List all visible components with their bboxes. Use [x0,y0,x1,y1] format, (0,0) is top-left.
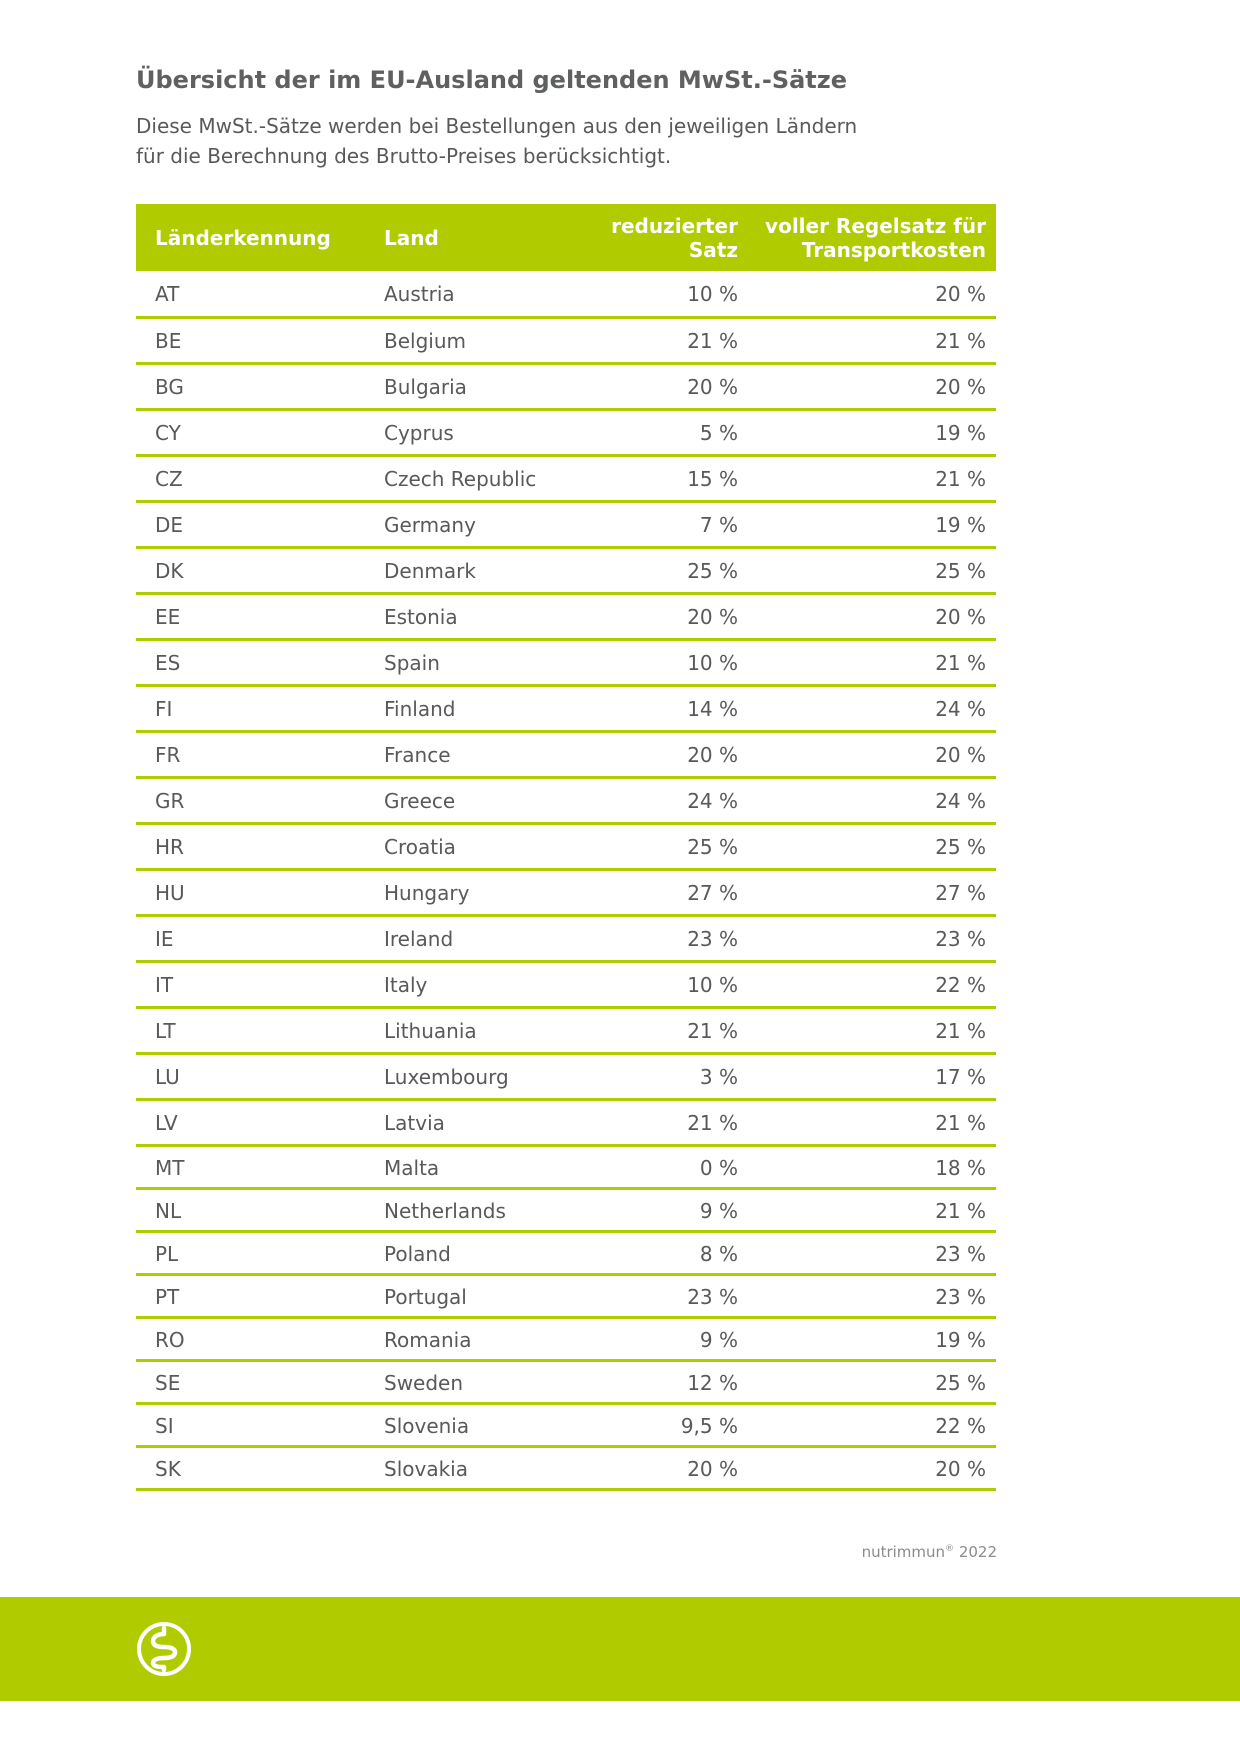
cell-reduced-rate: 10 % [574,271,748,317]
column-header-code: Länderkennung [136,204,365,271]
table-row [136,1403,996,1446]
cell-country-name: Hungary [365,869,574,915]
cell-country-code: NL [136,1188,365,1231]
cell-country-code: BG [136,363,365,409]
vat-rates-table [136,204,996,1491]
cell-standard-rate: 23 % [748,1274,996,1317]
cell-reduced-rate: 21 % [574,1099,748,1145]
cell-standard-rate: 24 % [748,685,996,731]
cell-reduced-rate: 24 % [574,777,748,823]
table-row [136,547,996,593]
table-row [136,317,996,363]
cell-country-code: PL [136,1231,365,1274]
cell-standard-rate: 19 % [748,409,996,455]
cell-country-code: ES [136,639,365,685]
cell-country-name: Cyprus [365,409,574,455]
cell-reduced-rate: 21 % [574,1007,748,1053]
table-row [136,961,996,1007]
cell-country-name: Austria [365,271,574,317]
table-row [136,1099,996,1145]
table-row [136,409,996,455]
cell-country-code: IE [136,915,365,961]
table-row [136,363,996,409]
nutrimmun-gut-logo-icon [136,1621,192,1677]
cell-standard-rate: 27 % [748,869,996,915]
page-title: Übersicht der im EU-Ausland geltenden MwSt.-Sätze [136,66,848,94]
cell-standard-rate: 21 % [748,1099,996,1145]
cell-country-name: Lithuania [365,1007,574,1053]
cell-country-name: Poland [365,1231,574,1274]
cell-country-name: Bulgaria [365,363,574,409]
footer-band [0,1597,1240,1701]
cell-country-name: France [365,731,574,777]
cell-reduced-rate: 27 % [574,869,748,915]
cell-country-code: DE [136,501,365,547]
cell-country-code: LV [136,1099,365,1145]
cell-standard-rate: 18 % [748,1145,996,1188]
cell-country-code: PT [136,1274,365,1317]
cell-standard-rate: 20 % [748,363,996,409]
cell-country-code: CZ [136,455,365,501]
table-row [136,1231,996,1274]
cell-country-name: Romania [365,1317,574,1360]
cell-reduced-rate: 25 % [574,547,748,593]
cell-reduced-rate: 21 % [574,317,748,363]
cell-country-code: RO [136,1317,365,1360]
cell-country-code: HR [136,823,365,869]
cell-standard-rate: 20 % [748,593,996,639]
column-header-standard-rate [748,204,996,271]
subtitle-line-1: Diese MwSt.-Sätze werden bei Bestellungen aus den jeweiligen Ländern [136,114,858,138]
cell-country-name: Estonia [365,593,574,639]
cell-reduced-rate: 20 % [574,593,748,639]
cell-standard-rate: 19 % [748,501,996,547]
table-row [136,639,996,685]
cell-reduced-rate: 20 % [574,731,748,777]
cell-country-name: Finland [365,685,574,731]
cell-country-name: Slovenia [365,1403,574,1446]
table-row [136,823,996,869]
cell-standard-rate: 25 % [748,1360,996,1403]
cell-reduced-rate: 3 % [574,1053,748,1099]
cell-standard-rate: 25 % [748,823,996,869]
cell-country-name: Denmark [365,547,574,593]
cell-reduced-rate: 10 % [574,639,748,685]
table-row [136,1317,996,1360]
cell-reduced-rate: 12 % [574,1360,748,1403]
cell-country-code: SE [136,1360,365,1403]
cell-country-code: DK [136,547,365,593]
cell-standard-rate: 19 % [748,1317,996,1360]
cell-standard-rate: 17 % [748,1053,996,1099]
cell-standard-rate: 20 % [748,271,996,317]
cell-country-name: Czech Republic [365,455,574,501]
cell-reduced-rate: 14 % [574,685,748,731]
cell-country-name: Belgium [365,317,574,363]
table-row [136,1446,996,1489]
column-header-standard-rate-line-2: Transportkosten [801,237,986,262]
cell-country-name: Spain [365,639,574,685]
cell-standard-rate: 23 % [748,1231,996,1274]
registered-mark: ® [945,1544,955,1554]
cell-reduced-rate: 8 % [574,1231,748,1274]
cell-country-name: Greece [365,777,574,823]
cell-standard-rate: 21 % [748,1188,996,1231]
cell-reduced-rate: 5 % [574,409,748,455]
credit-brand: nutrimmun [861,1543,946,1561]
cell-reduced-rate: 7 % [574,501,748,547]
cell-standard-rate: 20 % [748,731,996,777]
cell-country-code: HU [136,869,365,915]
cell-country-name: Sweden [365,1360,574,1403]
cell-reduced-rate: 23 % [574,1274,748,1317]
cell-reduced-rate: 9 % [574,1317,748,1360]
cell-reduced-rate: 0 % [574,1145,748,1188]
cell-standard-rate: 22 % [748,1403,996,1446]
table-row [136,593,996,639]
cell-country-code: LT [136,1007,365,1053]
cell-country-code: LU [136,1053,365,1099]
cell-reduced-rate: 20 % [574,363,748,409]
cell-country-code: FR [136,731,365,777]
table-row [136,869,996,915]
cell-country-name: Ireland [365,915,574,961]
cell-country-code: EE [136,593,365,639]
cell-reduced-rate: 9,5 % [574,1403,748,1446]
cell-standard-rate: 21 % [748,639,996,685]
cell-country-name: Germany [365,501,574,547]
page-subtitle [136,111,857,171]
cell-country-code: FI [136,685,365,731]
cell-country-name: Slovakia [365,1446,574,1489]
table-row [136,1188,996,1231]
cell-standard-rate: 22 % [748,961,996,1007]
table-header-row [136,204,996,271]
cell-country-code: SK [136,1446,365,1489]
table-row [136,1053,996,1099]
cell-reduced-rate: 20 % [574,1446,748,1489]
cell-reduced-rate: 23 % [574,915,748,961]
cell-standard-rate: 23 % [748,915,996,961]
cell-country-name: Netherlands [365,1188,574,1231]
cell-country-code: BE [136,317,365,363]
cell-standard-rate: 21 % [748,1007,996,1053]
table-body [136,271,996,1489]
table-row [136,271,996,317]
cell-country-code: SI [136,1403,365,1446]
column-header-standard-rate-line-1: voller Regelsatz für [765,213,986,238]
cell-standard-rate: 25 % [748,547,996,593]
cell-reduced-rate: 9 % [574,1188,748,1231]
table-row [136,1274,996,1317]
cell-country-code: IT [136,961,365,1007]
table-row [136,777,996,823]
cell-country-name: Malta [365,1145,574,1188]
table-row [136,731,996,777]
cell-country-code: CY [136,409,365,455]
cell-standard-rate: 21 % [748,317,996,363]
table-row [136,915,996,961]
table-row [136,1360,996,1403]
cell-country-name: Croatia [365,823,574,869]
cell-reduced-rate: 10 % [574,961,748,1007]
table-row [136,1145,996,1188]
column-header-country: Land [365,204,574,271]
cell-country-name: Portugal [365,1274,574,1317]
cell-standard-rate: 20 % [748,1446,996,1489]
cell-country-name: Latvia [365,1099,574,1145]
table-row [136,455,996,501]
cell-country-code: AT [136,271,365,317]
cell-country-name: Italy [365,961,574,1007]
cell-reduced-rate: 25 % [574,823,748,869]
table-row [136,501,996,547]
subtitle-line-2: für die Berechnung des Brutto-Preises berücksichtigt. [136,144,672,168]
cell-country-name: Luxembourg [365,1053,574,1099]
cell-country-code: MT [136,1145,365,1188]
copyright-credit [862,1543,997,1561]
table-row [136,1007,996,1053]
credit-year: 2022 [958,1543,997,1561]
table-row [136,685,996,731]
cell-standard-rate: 24 % [748,777,996,823]
cell-standard-rate: 21 % [748,455,996,501]
column-header-reduced-rate: reduzierter Satz [574,204,748,271]
cell-country-code: GR [136,777,365,823]
cell-reduced-rate: 15 % [574,455,748,501]
